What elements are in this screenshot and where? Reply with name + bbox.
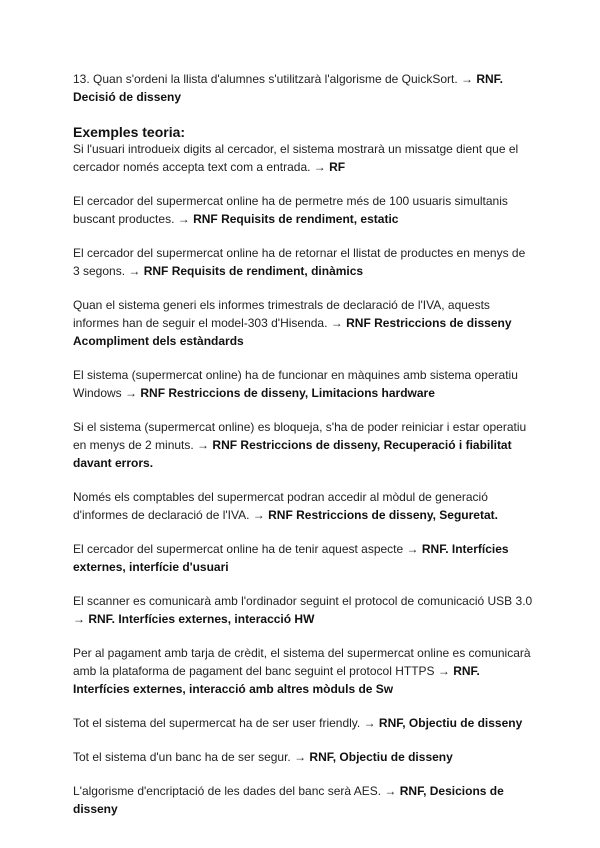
example-tag: RNF Restriccions de disseny, Limitacions hardware: [140, 386, 435, 400]
example-text: El sistema (supermercat online) ha de funcionar en màquines amb sistema operatiu Windows →: [73, 368, 518, 400]
item-13-tag: RNF. Decisió de disseny: [73, 72, 504, 104]
example-tag: RF: [329, 160, 346, 174]
example-text: Tot el sistema del supermercat ha de ser user friendly. →: [73, 716, 379, 730]
example-11: [73, 714, 535, 732]
example-4: [73, 296, 535, 350]
example-8: [73, 540, 535, 576]
example-tag: RNF, Desicions de disseny: [73, 784, 504, 816]
example-tag: RNF, Objectiu de disseny: [309, 750, 453, 764]
item-13: [73, 70, 535, 106]
example-text: El cercador del supermercat online ha de retornar el llistat de productes en menys de 3 segons. →: [73, 246, 526, 278]
example-text: El scanner es comunicarà amb l'ordinador seguint el protocol de comunicació USB 3.0 →: [73, 594, 533, 626]
example-text: Tot el sistema d'un banc ha de ser segur. →: [73, 750, 310, 764]
example-tag: RNF Requisits de rendiment, dinàmics: [143, 264, 364, 278]
example-text: Si l'usuari introdueix digits al cercador, el sistema mostrarà un missatge dient que el cercador només accepta text com a entrada. →: [73, 142, 519, 174]
example-tag: RNF. Interfícies externes, interacció amb altres mòduls de Sw: [73, 664, 480, 696]
example-12: [73, 748, 535, 766]
example-3: [73, 244, 535, 280]
example-5: [73, 366, 535, 402]
example-tag: RNF Restriccions de disseny, Seguretat.: [268, 508, 498, 522]
example-text: Només els comptables del supermercat podran accedir al mòdul de generació d'informes de declaració de l'IVA. →: [73, 490, 488, 522]
example-6: [73, 418, 535, 472]
example-7: [73, 488, 535, 524]
example-tag: RNF. Interfícies externes, interfície d'usuari: [73, 542, 509, 574]
example-text: Per al pagament amb tarja de crèdit, el sistema del supermercat online es comunicarà amb la plataforma de pagament del banc seguint el protocol HTTPS →: [73, 646, 531, 678]
section-heading: Exemples teoria:: [73, 124, 186, 140]
example-tag: RNF Requisits de rendiment, estatic: [193, 212, 399, 226]
example-text: L'algorisme d'encriptació de les dades del banc serà AES. →: [73, 784, 400, 798]
example-tag: RNF Restriccions de disseny Acompliment dels estàndards: [73, 316, 512, 348]
example-tag: RNF Restriccions de disseny, Recuperació i fiabilitat davant errors.: [73, 438, 512, 470]
example-10: [73, 644, 535, 698]
item-13-text: 13. Quan s'ordeni la llista d'alumnes s'utilitzarà l'algorisme de QuickSort. →: [73, 72, 477, 86]
example-2: [73, 192, 535, 228]
example-tag: RNF. Interfícies externes, interacció HW: [88, 612, 315, 626]
example-text: Quan el sistema generi els informes trimestrals de declaració de l'IVA, aquests informes han de seguir el model-303 d'Hisenda. →: [73, 298, 490, 330]
document-content: [73, 70, 535, 834]
example-9: [73, 592, 535, 628]
example-text: El cercador del supermercat online ha de tenir aquest aspecte →: [73, 542, 422, 556]
example-13: [73, 782, 535, 818]
example-1: [73, 140, 535, 176]
example-tag: RNF, Objectiu de disseny: [378, 716, 523, 730]
example-text: Si el sistema (supermercat online) es bloqueja, s'ha de poder reiniciar i estar operatiu en menys de 2 minuts. →: [73, 420, 527, 452]
example-text: El cercador del supermercat online ha de permetre més de 100 usuaris simultanis buscant productes. →: [73, 194, 508, 226]
